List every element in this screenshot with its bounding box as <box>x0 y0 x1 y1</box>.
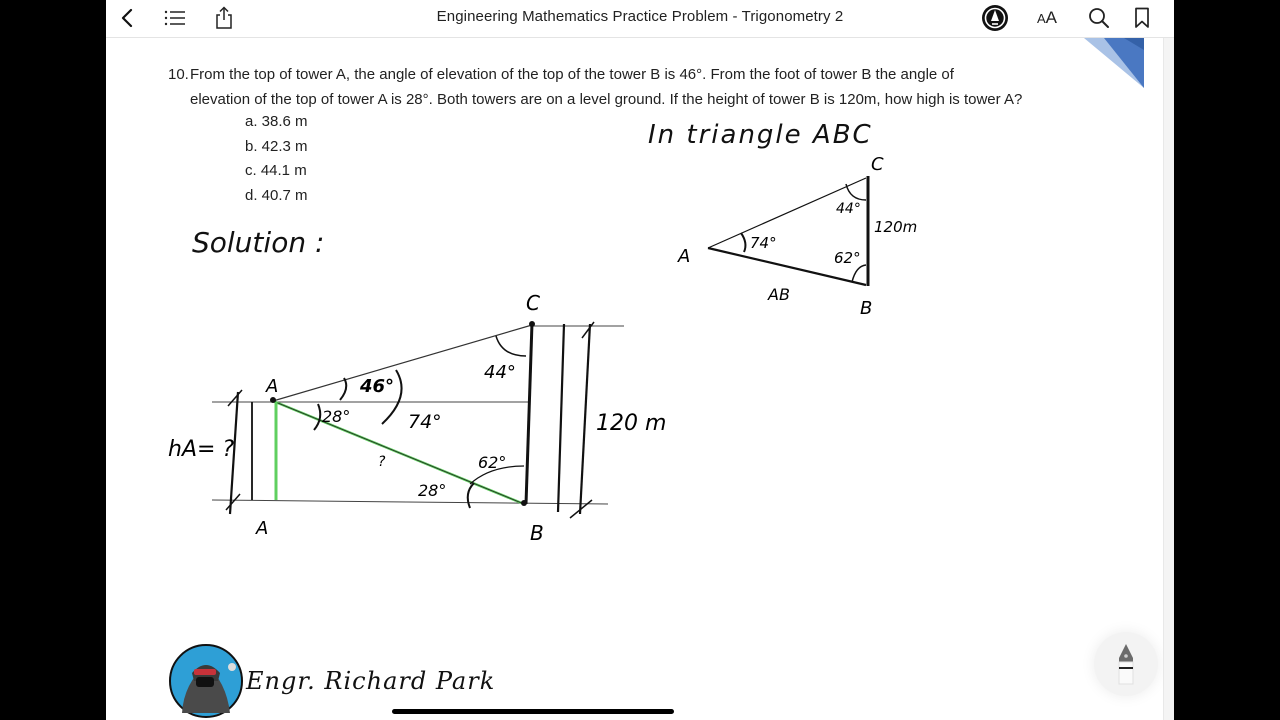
choice-d: d. 40.7 m <box>245 186 308 204</box>
question-line-1: From the top of tower A, the angle of elevation of the top of the tower B is 46°. From the foot of tower B the angle of <box>190 66 954 83</box>
search-button[interactable] <box>1084 4 1114 32</box>
svg-text:120m: 120m <box>874 218 918 236</box>
svg-text:74°: 74° <box>408 411 442 433</box>
answer-choices <box>245 110 308 208</box>
bookmark-button[interactable] <box>1127 4 1157 32</box>
markup-pen-circle-icon <box>981 4 1009 32</box>
scrollbar[interactable] <box>1163 38 1174 720</box>
svg-text:B: B <box>530 521 544 545</box>
triangle-abc-diagram <box>666 148 946 328</box>
pencil-tool-button[interactable] <box>1094 632 1158 696</box>
svg-text:28°: 28° <box>418 481 447 500</box>
signature: Engr. Richard Park <box>246 667 496 695</box>
search-icon <box>1088 7 1110 29</box>
choice-a: a. 38.6 m <box>245 113 308 130</box>
bookmark-icon <box>1134 7 1150 29</box>
question-text <box>168 62 1128 112</box>
reader-screen <box>106 0 1174 720</box>
svg-text:62°: 62° <box>834 249 861 267</box>
home-indicator[interactable] <box>392 709 674 714</box>
choice-c: c. 44.1 m <box>245 162 307 180</box>
svg-text:hA= ?: hA= ? <box>168 437 235 462</box>
question-number: 10. <box>168 66 189 83</box>
svg-text:62°: 62° <box>478 453 507 472</box>
text-size-button[interactable] <box>1032 4 1062 32</box>
markup-button[interactable] <box>980 4 1010 32</box>
towers-diagram <box>160 278 680 558</box>
svg-text:28°: 28° <box>322 407 351 426</box>
svg-text:120 m: 120 m <box>596 411 667 436</box>
document-title: Engineering Mathematics Practice Problem - Trigonometry 2 <box>436 8 844 25</box>
svg-text:A: A <box>256 518 269 539</box>
fountain-pen-icon <box>1115 642 1137 686</box>
svg-text:74°: 74° <box>750 234 777 252</box>
question-line-2: elevation of the top of tower A is 28°. Both towers are on a level ground. If the height of tower B is 120m, how high is tower A? <box>190 91 1023 108</box>
text-size-label: AA <box>1036 8 1057 27</box>
svg-text:C: C <box>871 154 884 175</box>
svg-text:A: A <box>266 376 279 397</box>
svg-text:AB: AB <box>768 285 790 304</box>
svg-text:?: ? <box>378 454 386 470</box>
top-toolbar <box>106 0 1174 38</box>
document-page <box>106 38 1164 720</box>
triangle-heading: In triangle ABC <box>648 120 873 150</box>
svg-text:B: B <box>860 298 873 319</box>
svg-text:44°: 44° <box>484 362 516 383</box>
solution-label: Solution : <box>192 226 325 259</box>
avatar-icon <box>168 643 244 719</box>
svg-text:A: A <box>678 246 691 267</box>
svg-text:44°: 44° <box>836 201 861 217</box>
svg-text:46°: 46° <box>360 376 395 397</box>
choice-b: b. 42.3 m <box>245 137 308 155</box>
svg-text:C: C <box>526 291 540 315</box>
